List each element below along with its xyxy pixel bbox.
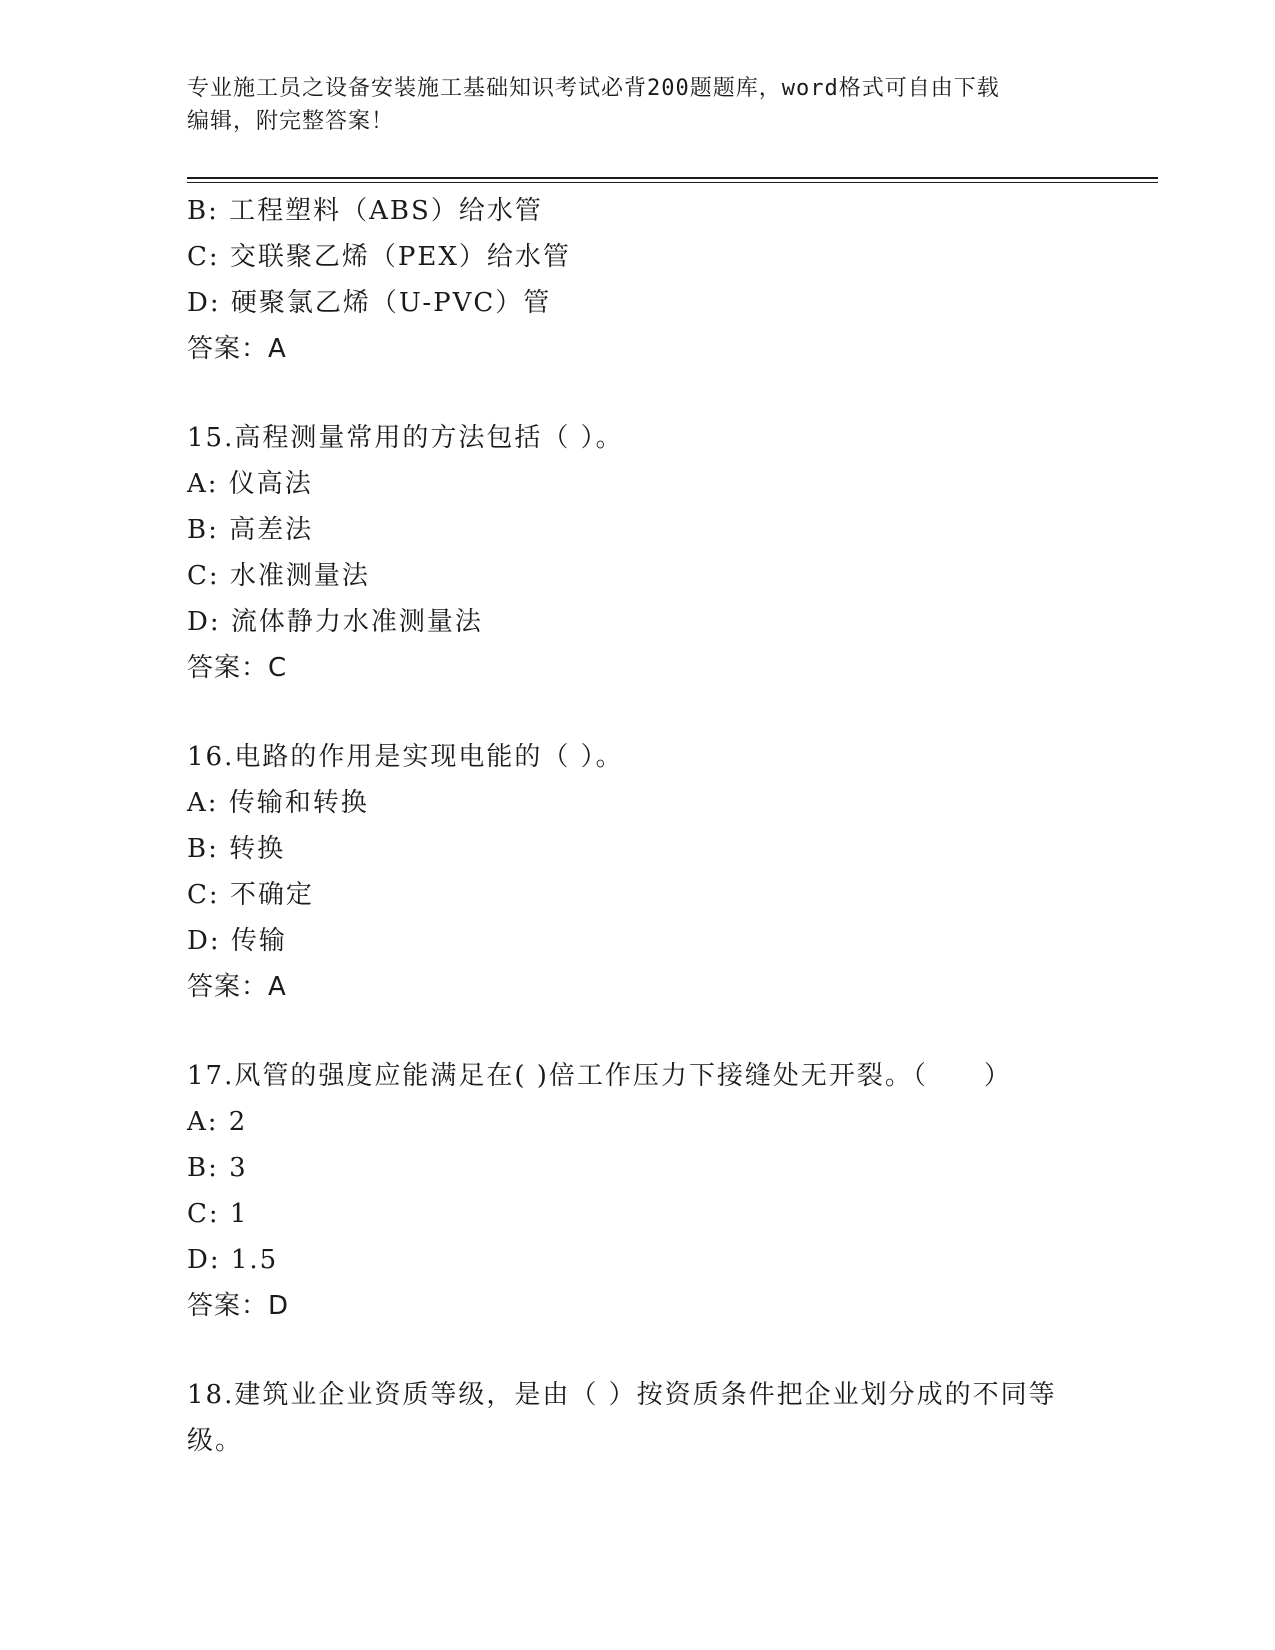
- answer-line: 答案：A: [187, 972, 287, 1002]
- question-stem: 18.建筑业企业资质等级，是由（ ）按资质条件把企业划分成的不同等级。: [187, 1380, 1057, 1456]
- document-header: [187, 72, 1087, 138]
- option-c: C: 水准测量法: [187, 561, 370, 591]
- header-line-1: 专业施工员之设备安装施工基础知识考试必背200题题库，word格式可自由下载: [187, 76, 1000, 101]
- option-a: A: 传输和转换: [187, 788, 369, 818]
- question-stem: 15.高程测量常用的方法包括（ ）。: [187, 423, 624, 453]
- option-b: B: 工程塑料（ABS）给水管: [187, 196, 543, 226]
- option-a: A: 仪高法: [187, 469, 313, 499]
- option-b: B: 3: [187, 1153, 248, 1183]
- option-d: D: 1.5: [187, 1245, 279, 1275]
- option-b: B: 高差法: [187, 515, 314, 545]
- header-divider-thin: [187, 182, 1158, 183]
- option-c: C: 交联聚乙烯（PEX）给水管: [187, 242, 571, 272]
- question-stem: 16.电路的作用是实现电能的（ ）。: [187, 742, 624, 772]
- option-d: D: 硬聚氯乙烯（U-PVC）管: [187, 288, 552, 318]
- answer-line: 答案：C: [187, 653, 288, 683]
- question-16: [187, 734, 1087, 1010]
- question-18: [187, 1372, 1087, 1464]
- document-body: [187, 188, 1087, 1464]
- question-17: [187, 1053, 1087, 1329]
- question-14-continued: [187, 188, 1087, 372]
- header-divider-thick: [187, 177, 1158, 179]
- option-c: C: 不确定: [187, 880, 314, 910]
- option-b: B: 转换: [187, 834, 286, 864]
- option-a: A: 2: [187, 1107, 248, 1137]
- option-d: D: 传输: [187, 926, 287, 956]
- answer-line: 答案：D: [187, 1291, 290, 1321]
- question-15: [187, 415, 1087, 691]
- answer-line: 答案：A: [187, 334, 287, 364]
- option-c: C: 1: [187, 1199, 249, 1229]
- option-d: D: 流体静力水准测量法: [187, 607, 483, 637]
- header-line-2: 编辑，附完整答案！: [187, 109, 395, 134]
- question-stem: 17.风管的强度应能满足在( )倍工作压力下接缝处无开裂。（ ）: [187, 1061, 1012, 1091]
